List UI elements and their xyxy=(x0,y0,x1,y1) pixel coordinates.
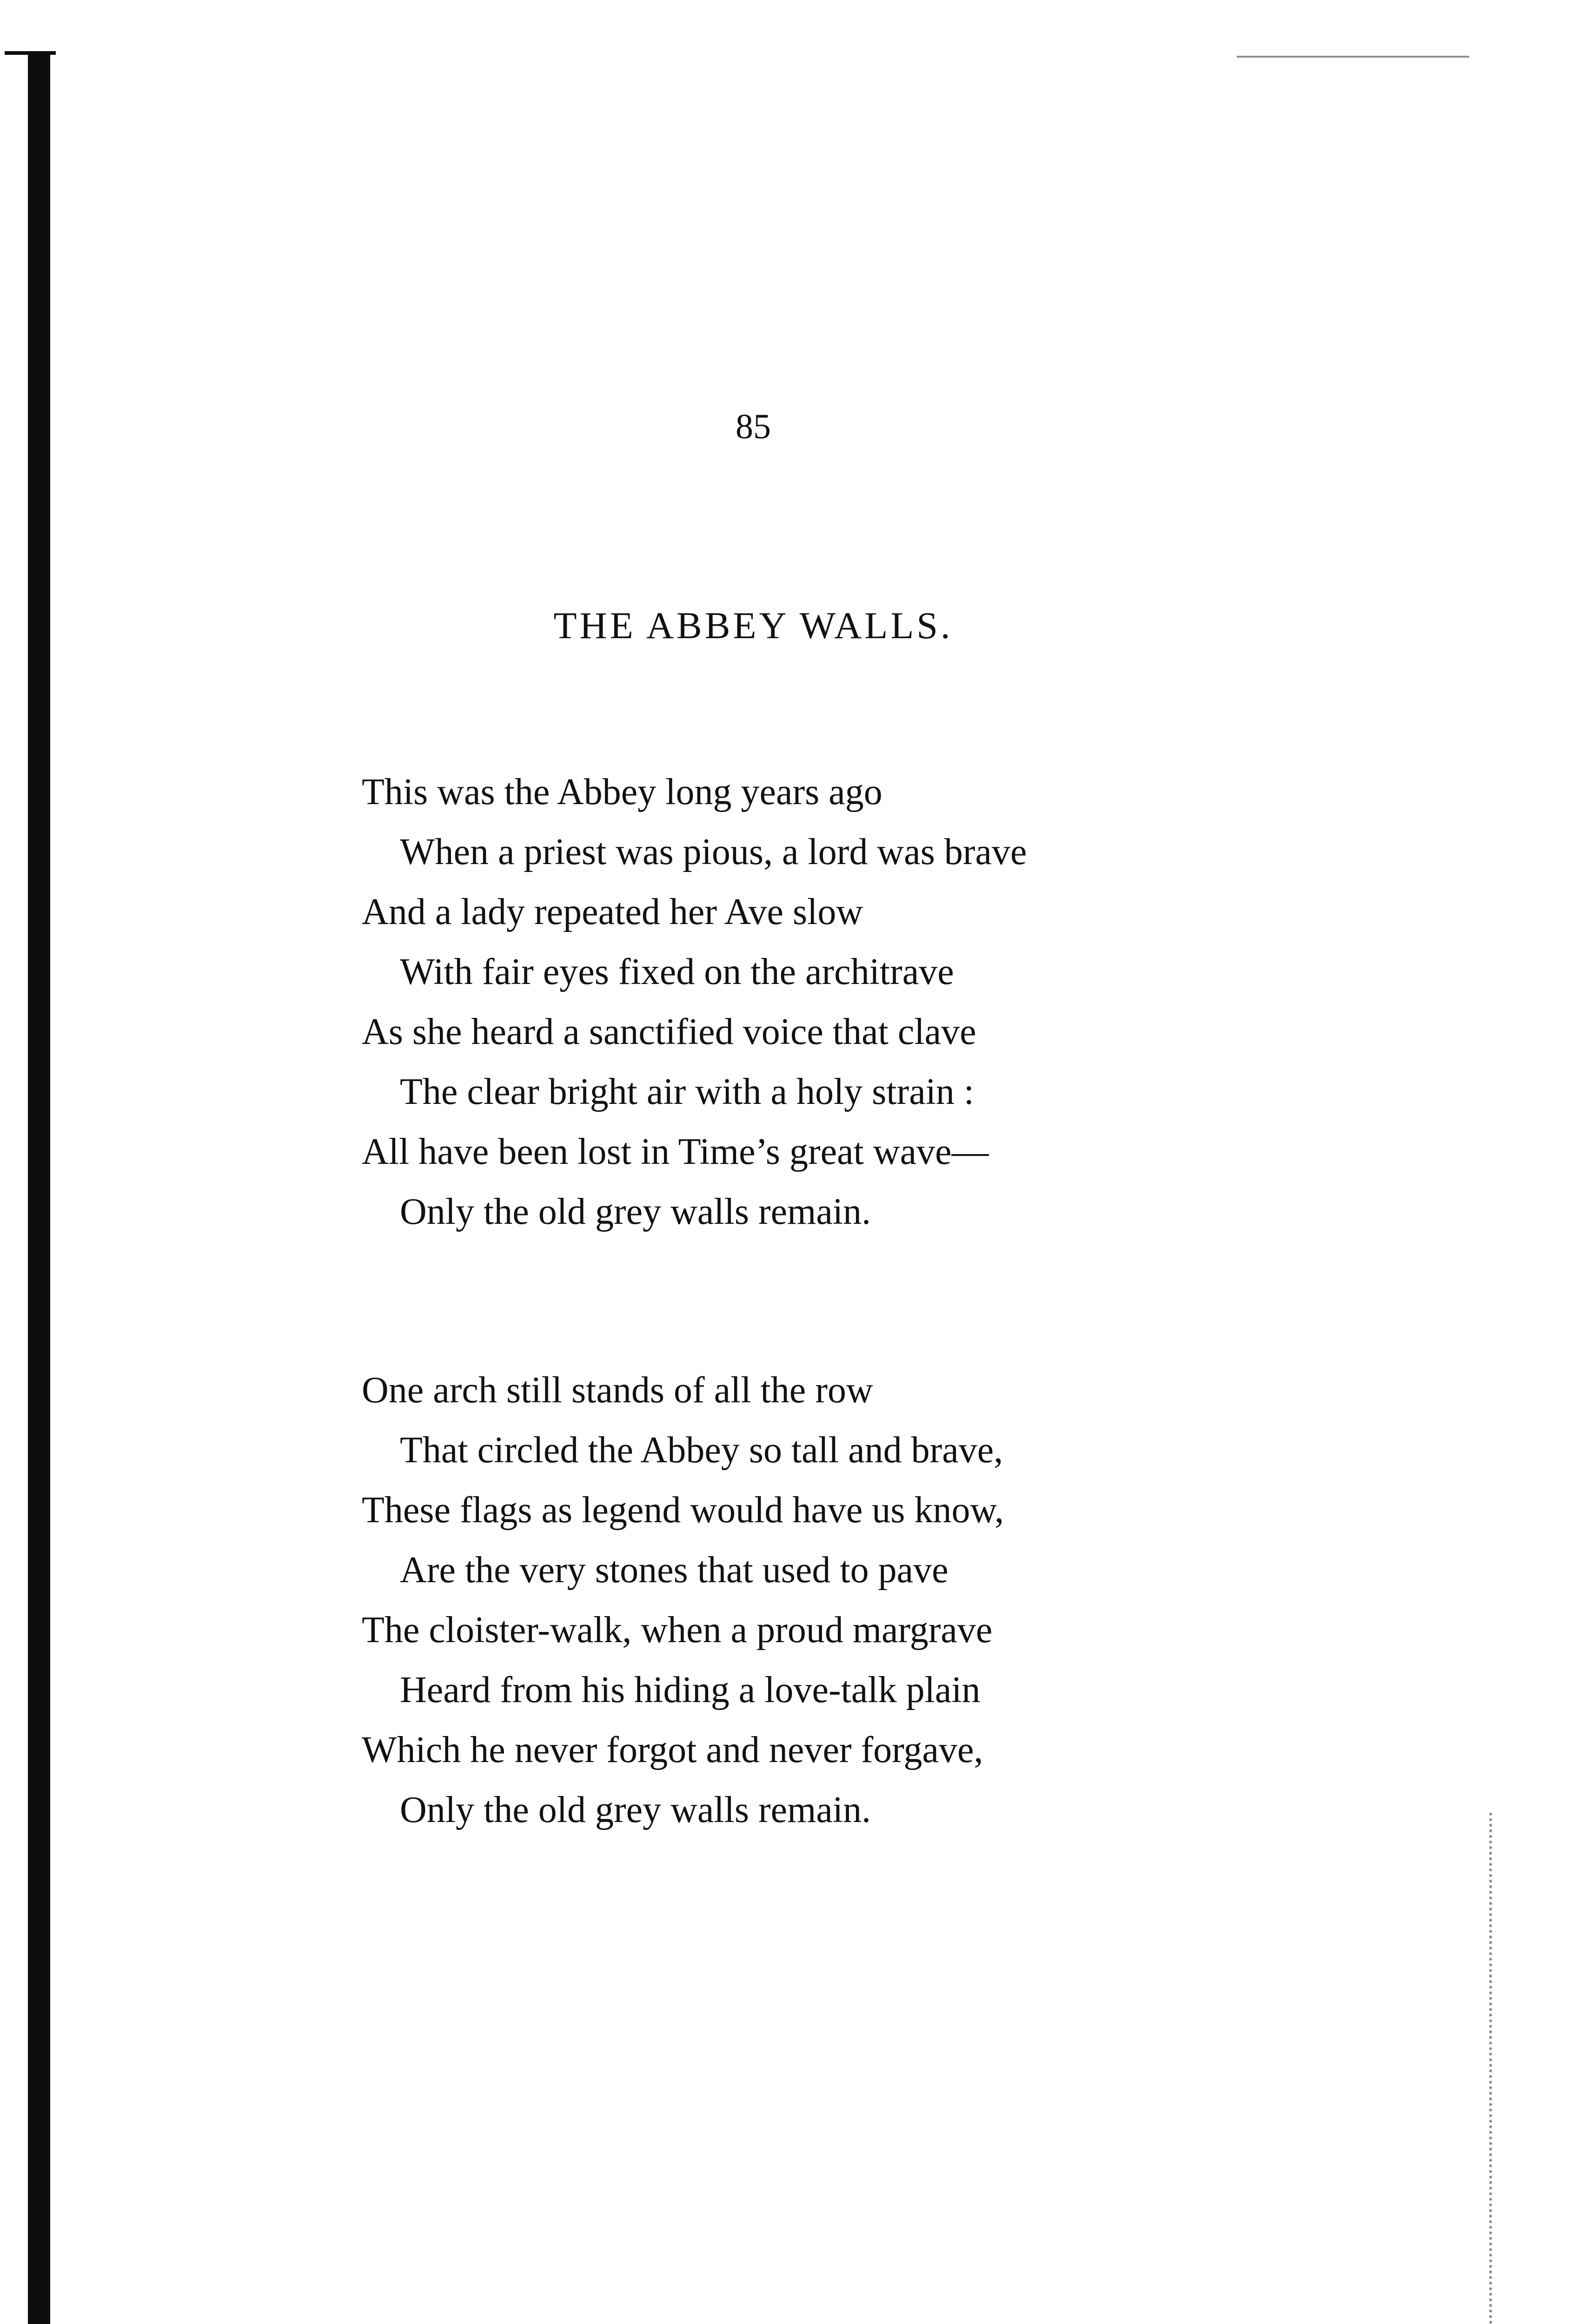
poem-line: Only the old grey walls remain. xyxy=(400,1789,871,1830)
poem-line: All have been lost in Time’s great wave— xyxy=(362,1131,989,1172)
page-number: 85 xyxy=(736,407,771,446)
stanza-2 xyxy=(362,1360,1385,1840)
poem-title: THE ABBEY WALLS. xyxy=(553,604,953,647)
binding-tick xyxy=(5,51,56,55)
binding-edge xyxy=(28,51,50,2324)
poem-line: Only the old grey walls remain. xyxy=(400,1191,871,1232)
poem-line: That circled the Abbey so tall and brave, xyxy=(400,1430,1003,1471)
scan-edge-noise xyxy=(1489,1813,1497,2324)
poem-line: The cloister-walk, when a proud margrave xyxy=(362,1610,993,1651)
poem-line: And a lady repeated her Ave slow xyxy=(362,891,863,932)
poem-line: One arch still stands of all the row xyxy=(362,1370,873,1411)
poem-body xyxy=(362,762,1385,1840)
stanza-1 xyxy=(362,762,1385,1242)
poem-line: Heard from his hiding a love-talk plain xyxy=(400,1670,981,1710)
poem-line: With fair eyes fixed on the architrave xyxy=(400,951,954,992)
poem-line: Are the very stones that used to pave xyxy=(400,1550,948,1591)
poem-line: Which he never forgot and never forgave, xyxy=(362,1730,983,1770)
poem-line: These flags as legend would have us know, xyxy=(362,1490,1004,1531)
poem-line: As she heard a sanctified voice that clave xyxy=(362,1011,976,1052)
scan-edge-rule xyxy=(1237,56,1469,58)
poem-line: This was the Abbey long years ago xyxy=(362,772,882,812)
poem-line: When a priest was pious, a lord was brave xyxy=(400,832,1027,872)
poem-line: The clear bright air with a holy strain : xyxy=(400,1071,975,1112)
